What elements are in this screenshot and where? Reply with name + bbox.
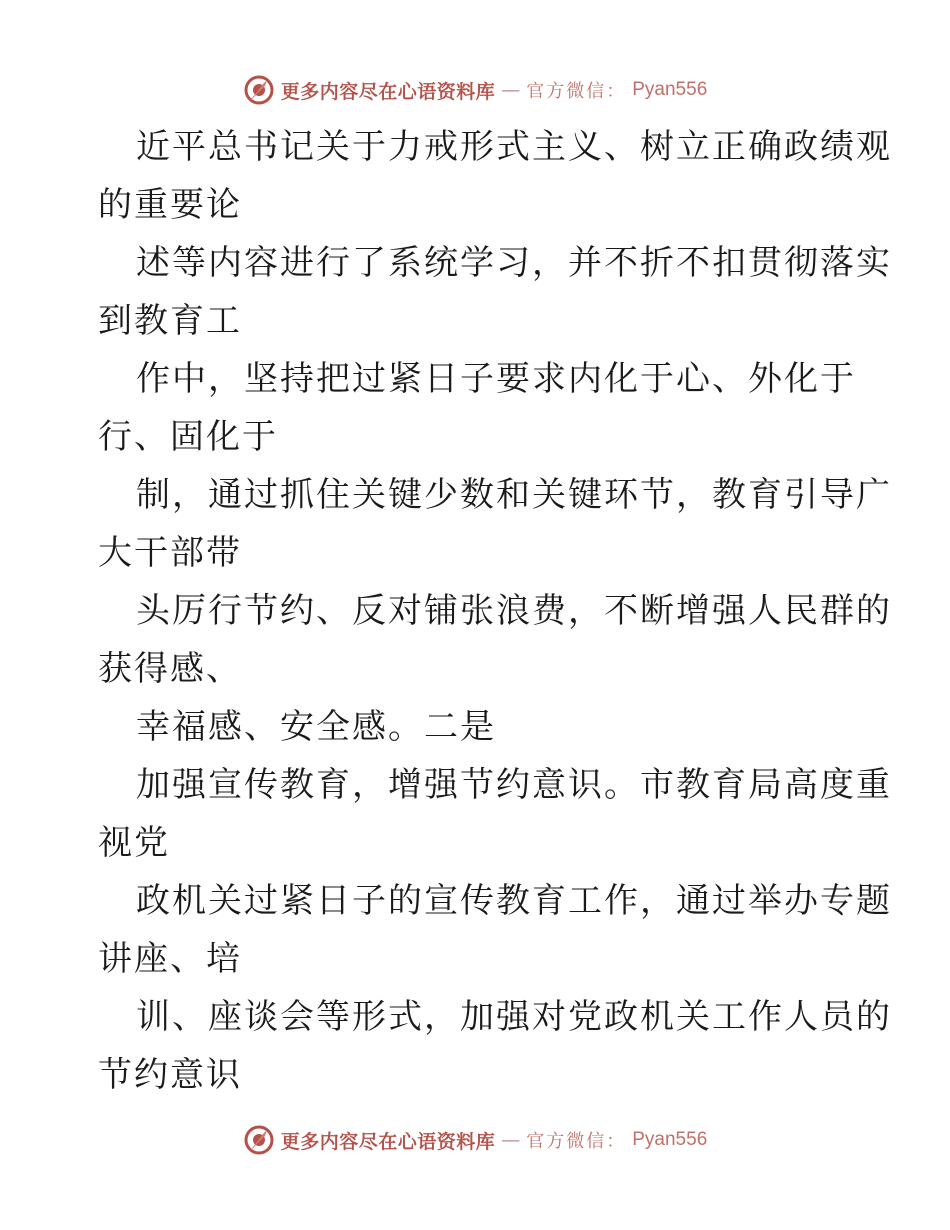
footer-official-label: 官方微信：	[526, 1131, 627, 1152]
text-line: 政机关过紧日子的宣传教育工作，通过举办专题	[136, 881, 892, 921]
header-wechat-handle: Pyan556	[632, 79, 708, 100]
footer-watermark	[0, 1120, 950, 1160]
text-line: 行、固化于	[98, 417, 278, 457]
text-line: 头厉行节约、反对铺张浪费，不断增强人民群的	[136, 591, 892, 631]
text-line: 获得感、	[98, 649, 242, 689]
text-line: 节约意识	[98, 1055, 242, 1095]
text-line: 幸福感、安全感。二是	[136, 707, 496, 747]
text-line: 大干部带	[98, 533, 242, 573]
text-line: 训、座谈会等形式，加强对党政机关工作人员的	[136, 997, 892, 1037]
footer-site-text: 更多内容尽在心语资料库	[280, 1130, 496, 1153]
header-watermark	[0, 70, 950, 110]
text-line: 到教育工	[98, 301, 242, 341]
text-line: 的重要论	[98, 185, 242, 225]
quill-logo-icon	[243, 74, 275, 106]
text-line: 加强宣传教育，增强节约意识。市教育局高度重	[136, 765, 892, 805]
text-line: 近平总书记关于力戒形式主义、树立正确政绩观	[136, 127, 892, 167]
text-line: 讲座、培	[98, 939, 242, 979]
footer-dash: —	[501, 1129, 521, 1151]
text-line: 作中，坚持把过紧日子要求内化于心、外化于	[136, 359, 856, 399]
header-dash: —	[501, 79, 521, 101]
quill-logo-icon	[243, 1124, 275, 1156]
footer-wechat-handle: Pyan556	[632, 1129, 708, 1150]
header-site-text: 更多内容尽在心语资料库	[280, 80, 496, 103]
document-body	[98, 118, 892, 1104]
text-line: 制，通过抓住关键少数和关键环节，教育引导广	[136, 475, 892, 515]
text-line: 视党	[98, 823, 170, 863]
header-official-label: 官方微信：	[526, 81, 627, 102]
text-line: 述等内容进行了系统学习，并不折不扣贯彻落实	[136, 243, 892, 283]
